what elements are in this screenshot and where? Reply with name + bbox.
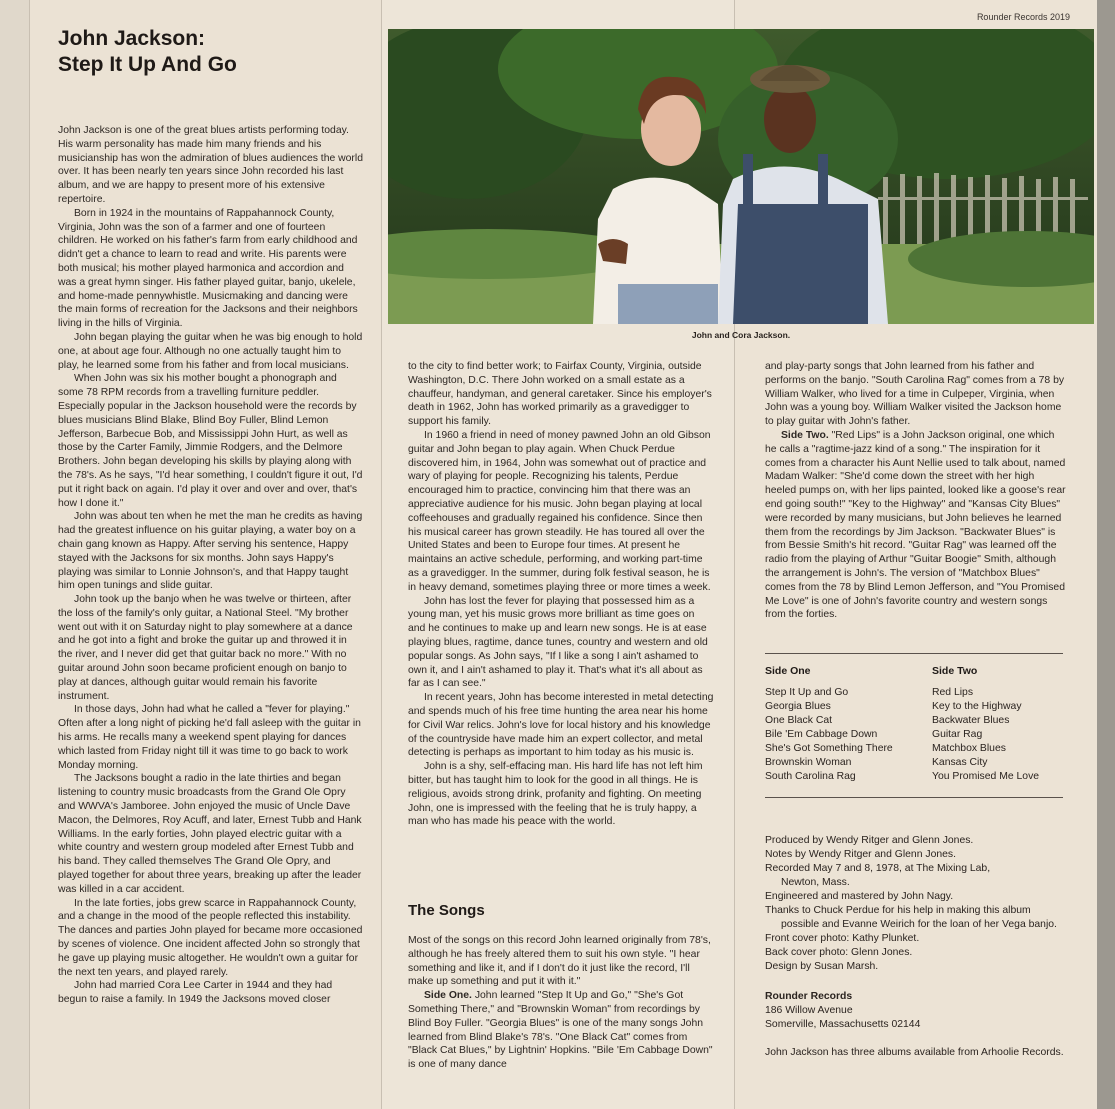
track-item: Matchbox Blues bbox=[932, 743, 1006, 754]
title-line-1: John Jackson: bbox=[58, 27, 206, 50]
track-item: She's Got Something There bbox=[765, 743, 893, 754]
liner-notes-column-2 bbox=[408, 360, 714, 829]
credit-line: Recorded May 7 and 8, 1978, at The Mixing Lab, bbox=[765, 863, 991, 874]
songs-heading: The Songs bbox=[408, 902, 485, 919]
col2-paragraph: John is a shy, self-effacing man. His hard life has not left him bitter, but has taught him to look for the good in all things. He is religious, avoids strong drink, profanity and fighting. On meeting John, one is impressed with the feeling that he is truly happy, a man who has made his peace with the world. bbox=[408, 761, 703, 828]
track-item: Georgia Blues bbox=[765, 701, 831, 712]
label-address bbox=[765, 990, 920, 1032]
divider-top bbox=[765, 653, 1063, 654]
credit-line: Design by Susan Marsh. bbox=[765, 961, 879, 972]
col1-paragraph: When John was six his mother bought a phonograph and some 78 RPM records from a travelling furniture peddler. Especially popular in the Jackson household were the records by blues musicians Blind Blake, Blind Boy Fuller, Blind Lemon Jefferson, Barbecue Bob, and Mississippi John Hurt, as well as those by the Carter Family, Jimmie Rodgers, and the Delmore Brothers. John began developing his skills by playing along with the 78's. As he says, "I'd hear something, I couldn't figure it out, I'd put it right back on again. I'd play it over and over and over, that's how I done it." bbox=[58, 373, 363, 509]
photo-image bbox=[388, 29, 1094, 324]
col1-paragraph: John was about ten when he met the man he credits as having had the greatest influence on his guitar playing, a water boy on a chain gang known as Happy. After serving his sentence, Happy stayed with the Jacksons for six months. John says Happy's playing was similar to Lonnie Johnson's, and that Happy taught him open tunings and slide guitar. bbox=[58, 511, 363, 592]
track-item: You Promised Me Love bbox=[932, 771, 1040, 782]
songs-text bbox=[408, 934, 714, 1072]
side-two-heading: Side Two bbox=[932, 665, 978, 677]
track-item: Red Lips bbox=[932, 687, 974, 698]
credit-line: Newton, Mass. bbox=[781, 877, 850, 888]
col1-paragraph: John had married Cora Lee Carter in 1944 and they had begun to raise a family. In 1949 the Jacksons moved closer bbox=[58, 980, 333, 1006]
col3-paragraph-2 bbox=[765, 429, 1067, 622]
side-two-lead: Side Two. bbox=[781, 429, 829, 441]
col1-paragraph: In the late forties, jobs grew scarce in Rappahannock County, and a change in the mood of the people reflected this instability. The dances and parties John played for became more occasioned by scenes of violence. One incident affected John so strongly that he gave up playing music altogether. He wouldn't own a guitar for the next ten years, and played rarely. bbox=[58, 897, 363, 978]
track-item: Step It Up and Go bbox=[765, 687, 849, 698]
photo-caption: John and Cora Jackson. bbox=[691, 330, 791, 340]
col1-paragraph: John began playing the guitar when he was big enough to hold one, at about age four. Although no one actually taught him to play, he learned some from his father and from local musicians. bbox=[58, 331, 363, 371]
catalog-number: Rounder Records 2019 bbox=[976, 12, 1070, 22]
col3-paragraph-2-text: "Red Lips" is a John Jackson original, one which he calls a "ragtime-jazz kind of a song." The inspiration for it comes from a character his Aunt Nellie used to talk about, named Madam Walker: "She'd come down the street with her high heeled pumps on, with her lips painted, looked like a goose's rear end going south!" "Key to the Highway" and "Kansas City Blues" were recorded by many musicians, but John believes he learned them from the recordings by Jim Jackson. "Backwater Blues" is from Bessie Smith's hit record. "Guitar Rag" was learned off the radio from the playing of Arthur "Guitar Boogie" Smith, although the arrangement is John's. The version of "Matchbox Blues" comes from the 78 by Blind Lemon Jefferson, and "You Promised Me Love" is one of John's favorite country and western songs from the forties. bbox=[765, 429, 1066, 621]
track-item: South Carolina Rag bbox=[765, 771, 856, 782]
songs-paragraph-2-text: John learned "Step It Up and Go," "She's Got Something There," and "Brownskin Woman" from recordings by Blind Boy Fuller. "Georgia Blues" is one of the many songs John learned from Blind Blake's 78's. "One Black Cat" comes from "Black Cat Blues," by Lightnin' Hopkins. "Bile 'Em Cabbage Down" is one of many dance bbox=[408, 990, 713, 1071]
title-line-2: Step It Up And Go bbox=[58, 53, 237, 76]
credit-line: Produced by Wendy Ritger and Glenn Jones. bbox=[765, 835, 974, 846]
liner-notes-column-3 bbox=[765, 360, 1067, 622]
side-one-heading: Side One bbox=[765, 665, 811, 677]
credit-line: possible and Evanne Weirich for the loan of her Vega banjo. bbox=[781, 919, 1057, 930]
col2-paragraph: In 1960 a friend in need of money pawned John an old Gibson guitar and John began to play again. When Chuck Perdue discovered him, in 1964, John was somewhat out of practice and wary of playing for people. Recognizing his talents, Perdue encouraged him to practice, convincing him that there was an appreciative audience for his music. John began playing at local coffeehouses and gradually regained his confidence. Since then his musical career has grown steadily. He has toured all over the United States and been to Europe four times. At present he maintains an active schedule, performing, and working part-time as a gravedigger. In the summer, during folk festival season, he is in heavy demand, sometimes playing three or more times a week. bbox=[408, 429, 711, 593]
col1-paragraph: Born in 1924 in the mountains of Rappahannock County, Virginia, John was the son of a farmer and one of fourteen children. He worked on his father's farm from early childhood and didn't get a chance to learn to read and write. His parents were both musical; his mother played harmonica and accordion and was a great hymn singer. His father played guitar, banjo, ukelele, and home-made pennywhistle. Musicmaking and dancing were the main forms of recreation for the Jacksons and their neighbors living in the hills of Virginia. bbox=[58, 207, 358, 330]
col1-paragraph: In those days, John had what he called a "fever for playing." Often after a long night of picking he'd fall asleep with the guitar in his arms. He recalls many a weekend spent playing for dances which lasted from Friday night till it was time to go back to work Monday morning. bbox=[58, 704, 361, 771]
track-item: Guitar Rag bbox=[932, 729, 983, 740]
label-street: 186 Willow Avenue bbox=[765, 1005, 853, 1016]
track-item: Kansas City bbox=[932, 757, 988, 768]
col2-paragraph: In recent years, John has become interested in metal detecting and spends much of his free time hunting the area near his home for Civil War relics. John's love for local history and his knowledge of the countryside have made him an expert collector, and metal detecting is perhaps as important to him today as his music is. bbox=[408, 692, 714, 759]
production-credits bbox=[765, 834, 1070, 974]
label-name: Rounder Records bbox=[765, 991, 853, 1002]
col3-paragraph-1: and play-party songs that John learned from his father and performs on the banjo. "South Carolina Rag" comes from a 78 by William Walker, who lived for a time in Culpeper, Virginia, when John was a young boy. William Walker visited the Jackson home to play guitar with John's father. bbox=[765, 361, 1065, 428]
right-edge bbox=[1097, 0, 1115, 1109]
track-item: One Black Cat bbox=[765, 715, 832, 726]
credit-line: Engineered and mastered by John Nagy. bbox=[765, 891, 954, 902]
col2-paragraph: to the city to find better work; to Fairfax County, Virginia, outside Washington, D.C. There John worked on a small estate as a chauffeur, handyman, and general caretaker. Since his employer's death in 1962, John has worked primarily as a gravedigger to support his family. bbox=[408, 361, 712, 428]
side-one-tracklist bbox=[765, 686, 893, 784]
left-edge bbox=[0, 0, 30, 1109]
col1-paragraph: John took up the banjo when he was twelve or thirteen, after the loss of the family's only guitar, a National Steel. "My brother went out with it on Saturday night to play somewhere at a dance and he got into a fight and broke the guitar up and throwed it in the river, and I never did get that guitar back no more." With no guitar around John soon became proficient enough on banjo to play at dances, although guitar would remain his favorite instrument. bbox=[58, 594, 353, 702]
album-title bbox=[58, 26, 378, 78]
photo-john-and-cora bbox=[388, 29, 1094, 324]
songs-paragraph-1: Most of the songs on this record John learned originally from 78's, although he has freely altered them to suit his own style. "I hear something and like it, and if I don't do it just like the record, I'll make up something and put it with it." bbox=[408, 935, 711, 988]
col2-paragraph: John has lost the fever for playing that possessed him as a young man, yet his music grows more brilliant as time goes on and he continues to make up and learn new songs. He is at ease playing blues, ragtime, dance tunes, country and western and old popular songs. As John says, "If I like a song I ain't ashamed to own it, and I ain't ashamed to play it. That's what it's all about as far as I can see." bbox=[408, 595, 708, 690]
track-item: Bile 'Em Cabbage Down bbox=[765, 729, 878, 740]
credit-line: Front cover photo: Kathy Plunket. bbox=[765, 933, 920, 944]
col1-paragraph: The Jacksons bought a radio in the late thirties and began listening to country music broadcasts from the Grand Ole Opry and WWVA's Jamboree. John enjoyed the music of Uncle Dave Macon, the Delmores, Roy Acuff, and later, Ernest Tubb and Hank Williams. In the early forties, John played electric guitar with a white country and western group modeled after Ernest Tubb and his band. They called themselves The Grand Ole Opry, and played together for about three years, breaking up after the leader was killed in a car accident. bbox=[58, 773, 362, 895]
credit-line: Thanks to Chuck Perdue for his help in making this album bbox=[765, 905, 1031, 916]
divider-bottom bbox=[765, 797, 1063, 798]
liner-notes-column-1 bbox=[58, 124, 363, 1007]
other-albums-note: John Jackson has three albums available from Arhoolie Records. bbox=[765, 1047, 1064, 1058]
col1-paragraph: John Jackson is one of the great blues artists performing today. His warm personality has made him many friends and his musicianship has won the admiration of blues audiences the world over. It has been nearly ten years since John recorded his last album, and we are happy to present more of his extensive repertoire. bbox=[58, 125, 363, 205]
track-item: Backwater Blues bbox=[932, 715, 1010, 726]
credit-line: Back cover photo: Glenn Jones. bbox=[765, 947, 913, 958]
track-item: Key to the Highway bbox=[932, 701, 1022, 712]
songs-paragraph-2 bbox=[408, 989, 714, 1072]
side-two-tracklist bbox=[932, 686, 1039, 784]
credit-line: Notes by Wendy Ritger and Glenn Jones. bbox=[765, 849, 956, 860]
side-one-lead: Side One. bbox=[424, 990, 472, 1002]
label-city: Somerville, Massachusetts 02144 bbox=[765, 1019, 921, 1030]
track-item: Brownskin Woman bbox=[765, 757, 852, 768]
